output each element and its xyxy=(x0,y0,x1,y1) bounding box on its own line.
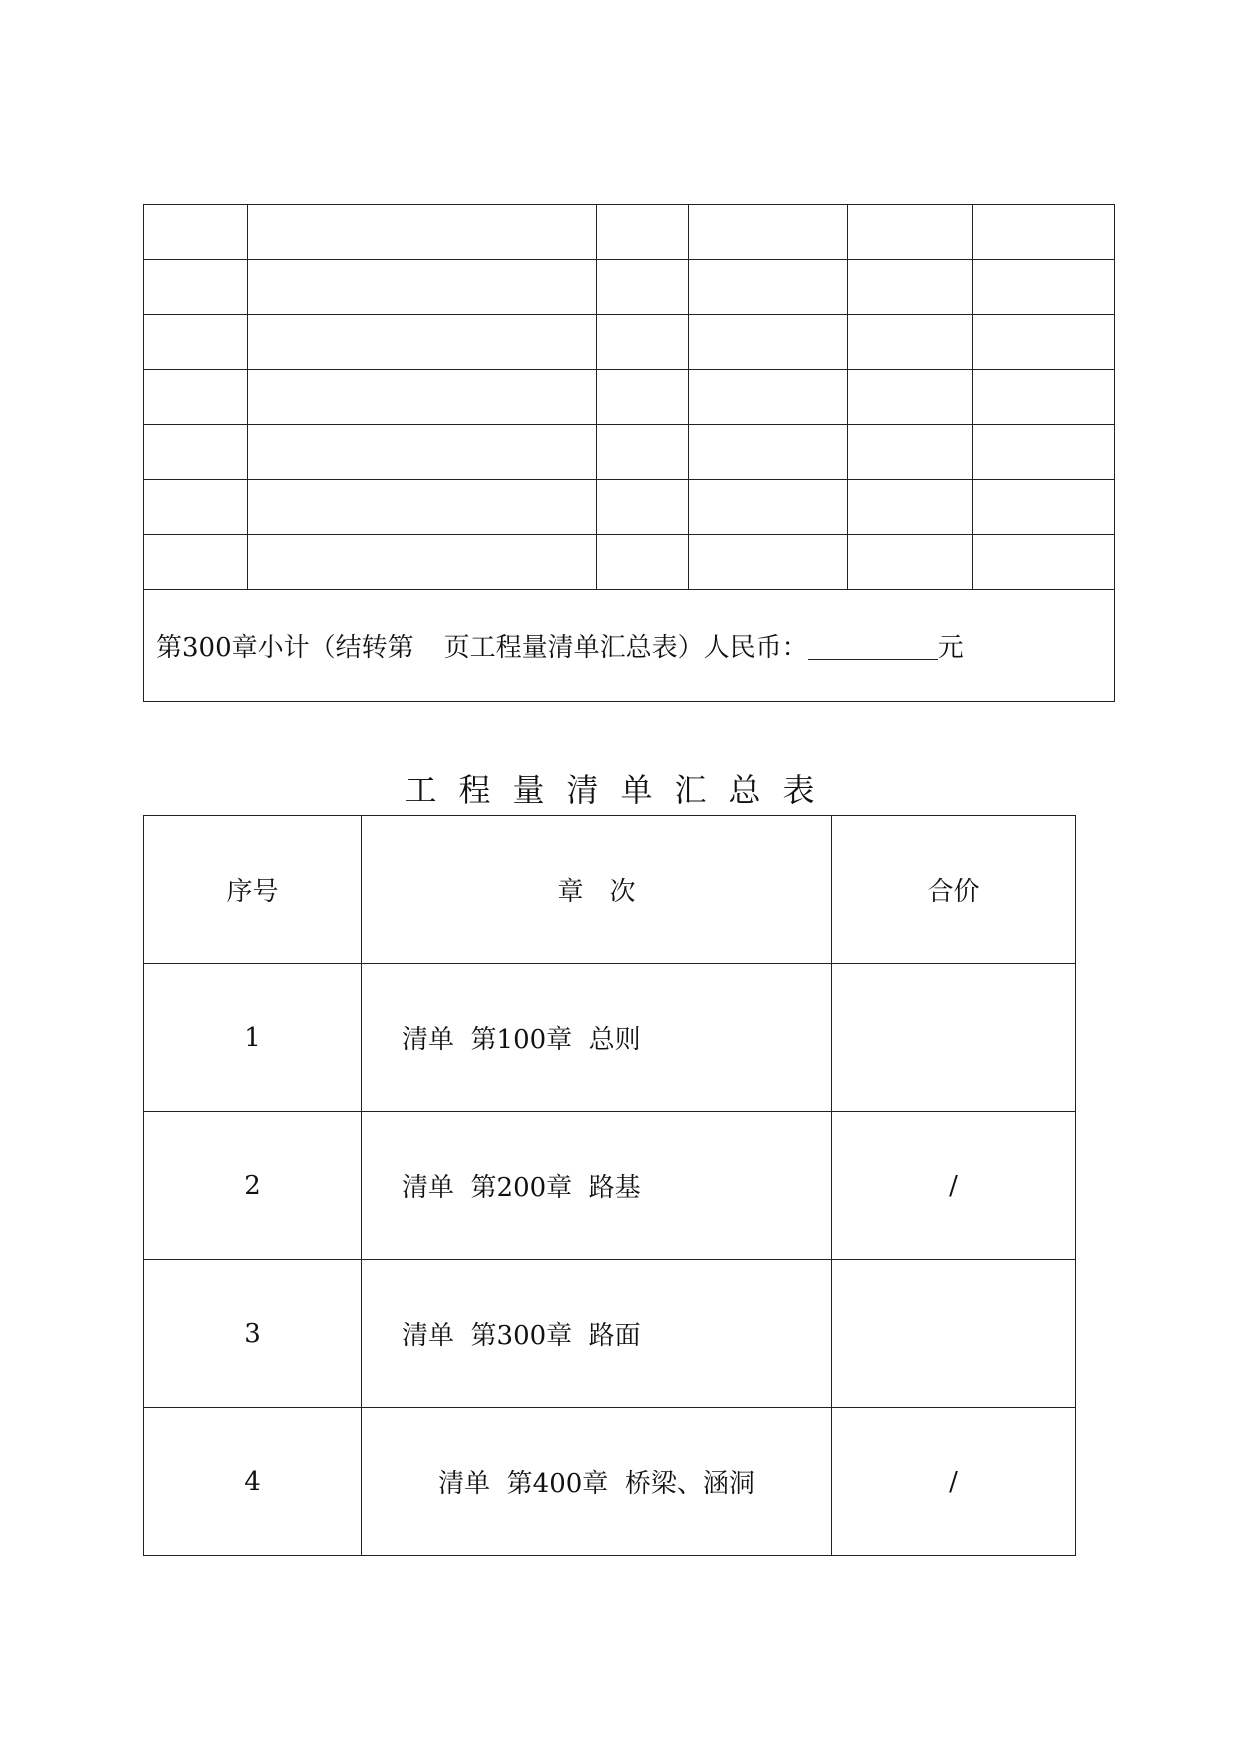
table-cell xyxy=(973,315,1115,370)
summary-header-row xyxy=(144,816,1076,964)
table-row xyxy=(144,535,1115,590)
chapter-300-bill-table xyxy=(143,204,1115,702)
table-row xyxy=(144,315,1115,370)
row-price: / xyxy=(832,1112,1076,1260)
header-seq: 序号 xyxy=(144,816,362,964)
table-row xyxy=(144,1408,1076,1556)
table-cell xyxy=(144,315,248,370)
table-cell xyxy=(144,370,248,425)
table-cell xyxy=(597,260,689,315)
table-row xyxy=(144,370,1115,425)
table-cell xyxy=(597,370,689,425)
table-cell xyxy=(144,535,248,590)
table-row xyxy=(144,480,1115,535)
chapter-text: 清单 第300章 路面 xyxy=(402,1321,641,1351)
table-cell xyxy=(689,205,848,260)
table-cell xyxy=(848,425,973,480)
row-chapter xyxy=(362,1112,832,1260)
table-cell xyxy=(973,425,1115,480)
row-chapter xyxy=(362,964,832,1112)
table-cell xyxy=(973,260,1115,315)
table-cell xyxy=(848,205,973,260)
table-row xyxy=(144,1260,1076,1408)
header-price: 合价 xyxy=(832,816,1076,964)
subtotal-cell xyxy=(144,590,1115,702)
table-row xyxy=(144,1112,1076,1260)
table-cell xyxy=(248,425,597,480)
table-cell xyxy=(144,425,248,480)
row-seq: 3 xyxy=(144,1260,362,1408)
table-row xyxy=(144,260,1115,315)
table-cell xyxy=(848,535,973,590)
table-cell xyxy=(689,260,848,315)
table-cell xyxy=(973,205,1115,260)
chapter-text: 清单 第100章 总则 xyxy=(402,1025,641,1055)
table-row xyxy=(144,425,1115,480)
table-cell xyxy=(597,535,689,590)
table-cell xyxy=(848,480,973,535)
table-cell xyxy=(973,480,1115,535)
table-cell xyxy=(597,425,689,480)
row-price: / xyxy=(832,1408,1076,1556)
row-chapter xyxy=(362,1408,832,1556)
table-cell xyxy=(144,205,248,260)
table-cell xyxy=(144,480,248,535)
table-cell xyxy=(689,535,848,590)
table-cell xyxy=(848,315,973,370)
row-chapter xyxy=(362,1260,832,1408)
amount-blank-line xyxy=(808,658,938,660)
table-cell xyxy=(597,205,689,260)
subtotal-row xyxy=(144,590,1115,702)
row-price xyxy=(832,1260,1076,1408)
table-cell xyxy=(689,425,848,480)
chapter-text: 清单 第400章 桥梁、涵洞 xyxy=(438,1469,755,1499)
subtotal-middle: 页工程量清单汇总表）人民币： xyxy=(443,633,808,663)
table-cell xyxy=(973,535,1115,590)
row-seq: 1 xyxy=(144,964,362,1112)
header-chapter: 章 次 xyxy=(362,816,832,964)
table-cell xyxy=(248,370,597,425)
table-cell xyxy=(848,370,973,425)
table-cell xyxy=(248,205,597,260)
table-cell xyxy=(973,370,1115,425)
table-cell xyxy=(248,480,597,535)
table-cell xyxy=(597,480,689,535)
table-row xyxy=(144,964,1076,1112)
table-cell xyxy=(248,315,597,370)
row-price xyxy=(832,964,1076,1112)
row-seq: 2 xyxy=(144,1112,362,1260)
table-cell xyxy=(248,260,597,315)
table-cell xyxy=(848,260,973,315)
chapter-text: 清单 第200章 路基 xyxy=(402,1173,641,1203)
table-cell xyxy=(248,535,597,590)
table-cell xyxy=(689,315,848,370)
table-cell xyxy=(689,370,848,425)
summary-table xyxy=(143,815,1076,1556)
table-cell xyxy=(689,480,848,535)
table-cell xyxy=(597,315,689,370)
row-seq: 4 xyxy=(144,1408,362,1556)
summary-title: 工程量清单汇总表 xyxy=(404,771,837,809)
table-row xyxy=(144,205,1115,260)
subtotal-prefix: 第300章小计（结转第 xyxy=(156,633,414,663)
table-cell xyxy=(144,260,248,315)
subtotal-suffix: 元 xyxy=(937,633,964,663)
